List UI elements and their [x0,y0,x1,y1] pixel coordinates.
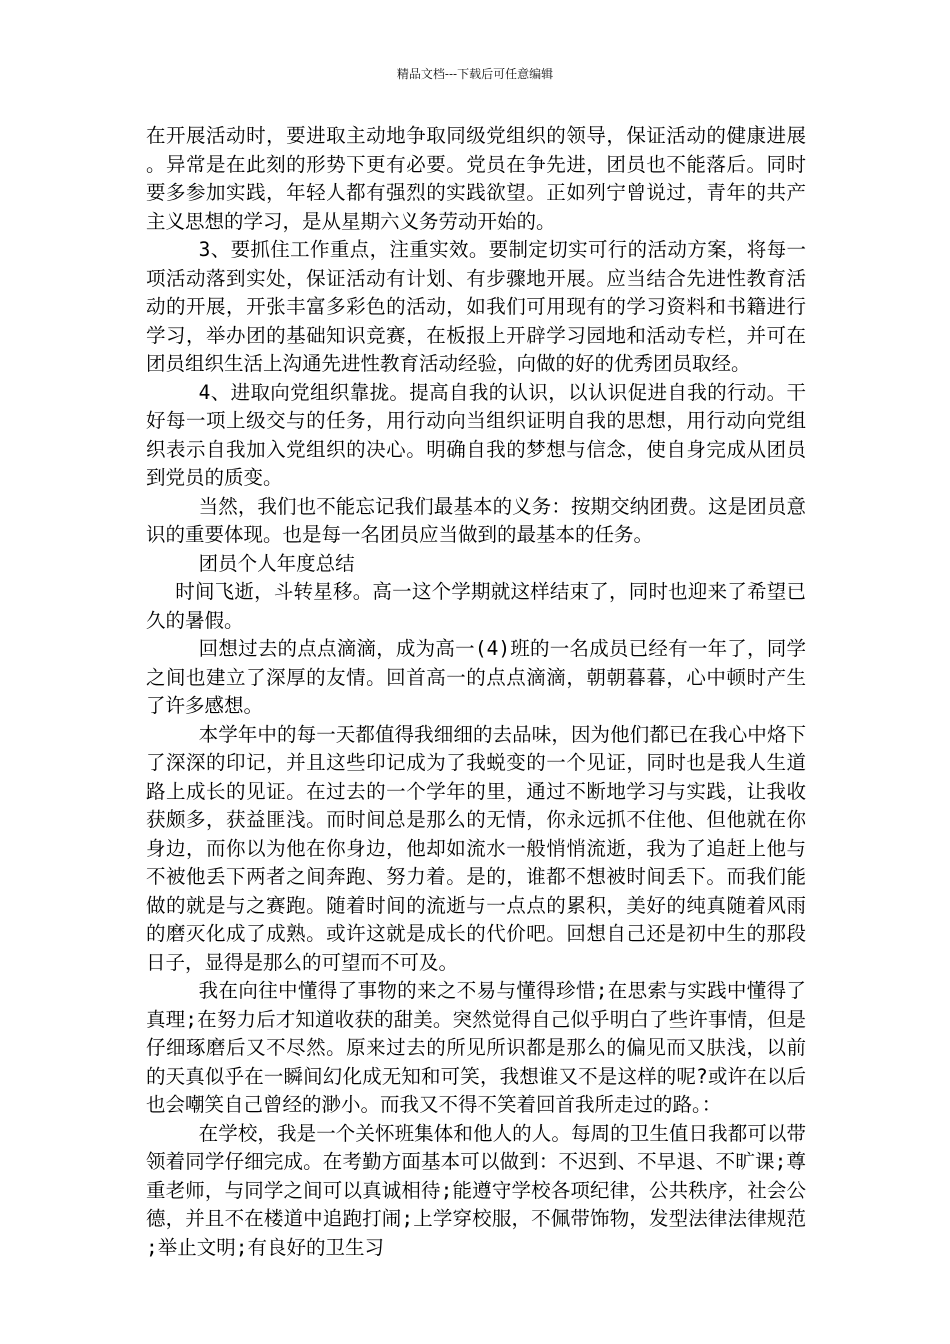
paragraph: 在学校，我是一个关怀班集体和他人的人。每周的卫生值日我都可以带领着同学仔细完成。在考勤方面基本可以做到：不迟到、不早退、不旷课;尊重老师，与同学之间可以真诚相待;能遵守学校各项纪律，公共秩序，社会公德，并且不在楼道中追跑打闹;上学穿校服，不佩带饰物，发型法律法律规范;举止文明;有良好的卫生习 [146,1121,806,1259]
page-header: 精品文档---下载后可任意编辑 [396,67,554,81]
paragraph: 当然，我们也不能忘记我们最基本的义务：按期交纳团费。这是团员意识的重要体现。也是每一名团员应当做到的最基本的任务。 [146,494,806,546]
paragraph: 时间飞逝，斗转星移。高一这个学期就这样结束了，同时也迎来了希望已久的暑假。 [146,580,806,632]
paragraph: 3、要抓住工作重点，注重实效。要制定切实可行的活动方案，将每一项活动落到实处，保证活动有计划、有步骤地开展。应当结合先进性教育活动的开展，开张丰富多彩色的活动，如我们可用现有的学习资料和书籍进行学习，举办团的基础知识竞赛，在板报上开辟学习园地和活动专栏，并可在团员组织生活上沟通先进性教育活动经验，向做的好的优秀团员取经。 [146,238,806,375]
paragraph: 4、进取向党组织靠拢。提高自我的认识，以认识促进自我的行动。干好每一项上级交与的任务，用行动向当组织证明自我的思想，用行动向党组织表示自我加入党组织的决心。明确自我的梦想与信念，使自身完成从团员到党员的质变。 [146,380,806,489]
section-title: 团员个人年度总结 [198,551,355,575]
paragraph: 本学年中的每一天都值得我细细的去品味，因为他们都已在我心中烙下了深深的印记，并且这些印记成为了我蜕变的一个见证，同时也是我人生道路上成长的见证。在过去的一个学年的里，通过不断地学习与实践，让我收获颇多，获益匪浅。而时间总是那么的无情，你永远抓不住他、但他就在你身边，而你以为他在你身边，他却如流水一般悄悄流逝，我为了追赶上他与不被他丢下两者之间奔跑、努力着。是的，谁都不想被时间丢下。而我们能做的就是与之赛跑。随着时间的流逝与一点点的累积，美好的纯真随着风雨的磨灭化成了成熟。或许这就是成长的代价吧。回想自己还是初中生的那段日子，显得是那么的可望而不可及。 [146,722,806,974]
paragraph: 在开展活动时，要进取主动地争取同级党组织的领导，保证活动的健康进展。异常是在此刻的形势下更有必要。党员在争先进，团员也不能落后。同时要多参加实践，年轻人都有强烈的实践欲望。正如列宁曾说过，青年的共产主义思想的学习，是从星期六义务劳动开始的。 [146,124,806,233]
paragraph: 回想过去的点点滴滴，成为高一(4)班的一名成员已经有一年了，同学之间也建立了深厚的友情。回首高一的点点滴滴，朝朝暮暮，心中顿时产生了许多感想。 [146,637,806,717]
document-body [146,122,806,1262]
paragraph: 我在向往中懂得了事物的来之不易与懂得珍惜;在思索与实践中懂得了真理;在努力后才知道收获的甜美。突然觉得自己似乎明白了些许事情，但是仔细琢磨后又不尽然。原来过去的所见所识都是那么的偏见而又肤浅，以前的天真似乎在一瞬间幻化成无知和可笑，我想谁又不是这样的呢?或许在以后也会嘲笑自己曾经的渺小。而我又不得不笑着回首我所走过的路。： [146,979,806,1116]
